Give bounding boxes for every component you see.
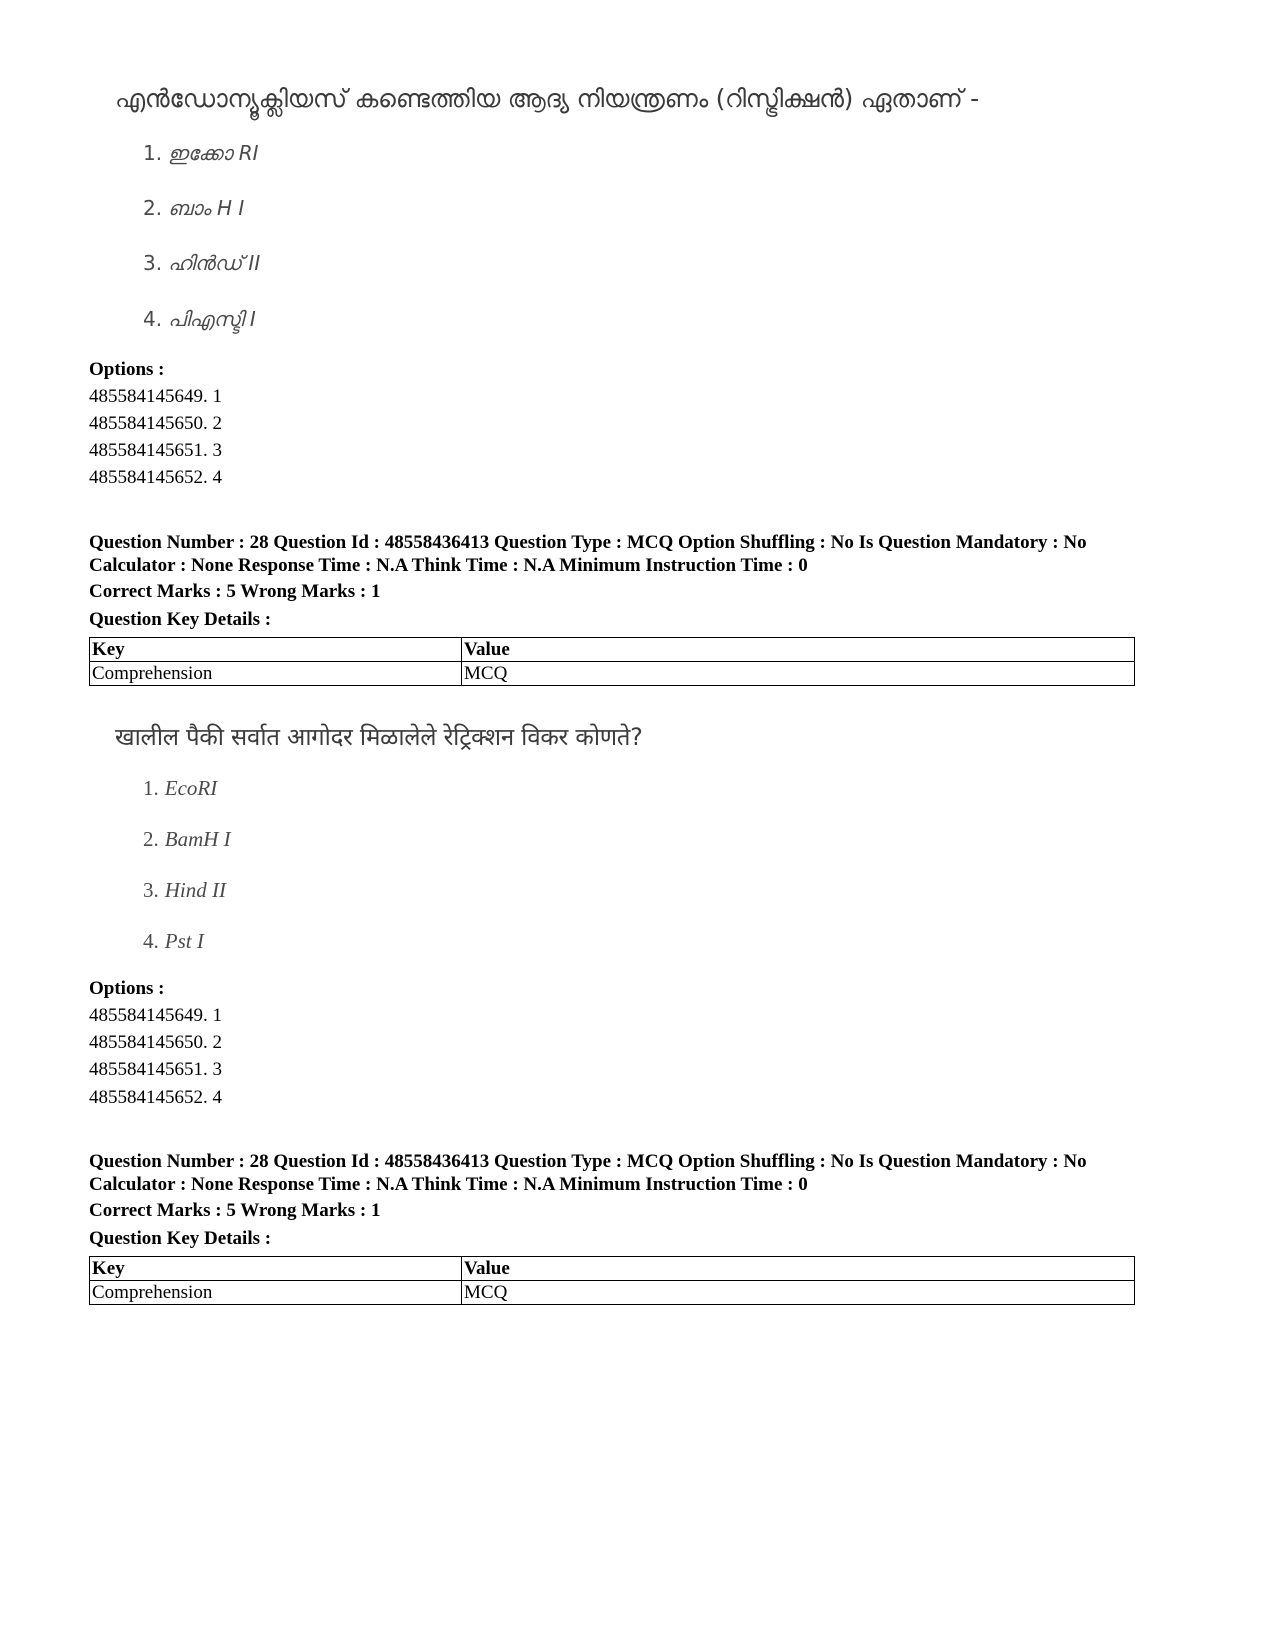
- question-choice: 4. Pst I: [143, 929, 204, 953]
- key-table: [89, 1256, 1135, 1305]
- options-title: Options :: [89, 978, 165, 999]
- table-row: [90, 662, 1135, 686]
- question-choice: 4. പിഎസ്ടി I: [143, 307, 256, 331]
- marks-line: Correct Marks : 5 Wrong Marks : 1: [89, 1200, 381, 1221]
- question-choice: 1. EcoRI: [143, 776, 218, 800]
- question-meta: Question Number : 28 Question Id : 48558436413 Question Type : MCQ Option Shuffling : No Is Question Mandatory : No Calculator : None Response Time : N.A Think Time : N.A Minimum Instruction Time : 0: [89, 1151, 1087, 1195]
- question-stem: എൻഡോന്യൂക്ലിയസ് കണ്ടെത്തിയ ആദ്യ നിയന്ത്രണം (റിസ്ട്രിക്ഷൻ) ഏതാണ് -: [115, 84, 979, 113]
- marks-line: Correct Marks : 5 Wrong Marks : 1: [89, 581, 381, 602]
- option-line: 485584145651. 3: [89, 440, 222, 461]
- table-cell-key: Comprehension: [90, 1281, 462, 1305]
- table-header-row: [90, 638, 1135, 662]
- question-stem: खालील पैकी सर्वात आगोदर मिळालेले रेट्रिक्शन विकर कोणते?: [115, 723, 643, 751]
- key-details-title: Question Key Details :: [89, 609, 272, 630]
- option-line: 485584145650. 2: [89, 413, 222, 434]
- table-cell-value: MCQ: [462, 662, 1135, 686]
- question-choice: 3. ഹിൻഡ് II: [143, 251, 261, 275]
- question-choice: 2. ബാം H I: [143, 196, 245, 220]
- option-line: 485584145652. 4: [89, 1087, 222, 1108]
- key-table: [89, 637, 1135, 686]
- question-meta: Question Number : 28 Question Id : 48558436413 Question Type : MCQ Option Shuffling : No Is Question Mandatory : No Calculator : None Response Time : N.A Think Time : N.A Minimum Instruction Time : 0: [89, 532, 1087, 576]
- key-details-title: Question Key Details :: [89, 1228, 272, 1249]
- table-header-key: Key: [90, 638, 462, 662]
- table-header-value: Value: [462, 638, 1135, 662]
- option-line: 485584145651. 3: [89, 1059, 222, 1080]
- option-line: 485584145650. 2: [89, 1032, 222, 1053]
- option-line: 485584145652. 4: [89, 467, 222, 488]
- table-cell-key: Comprehension: [90, 662, 462, 686]
- table-header-row: [90, 1257, 1135, 1281]
- options-title: Options :: [89, 359, 165, 380]
- table-cell-value: MCQ: [462, 1281, 1135, 1305]
- option-line: 485584145649. 1: [89, 1005, 222, 1026]
- table-header-value: Value: [462, 1257, 1135, 1281]
- table-header-key: Key: [90, 1257, 462, 1281]
- question-choice: 3. Hind II: [143, 878, 226, 902]
- table-row: [90, 1281, 1135, 1305]
- question-choice: 2. BamH I: [143, 827, 231, 851]
- option-line: 485584145649. 1: [89, 386, 222, 407]
- question-choice: 1. ഇക്കോ RI: [143, 141, 259, 165]
